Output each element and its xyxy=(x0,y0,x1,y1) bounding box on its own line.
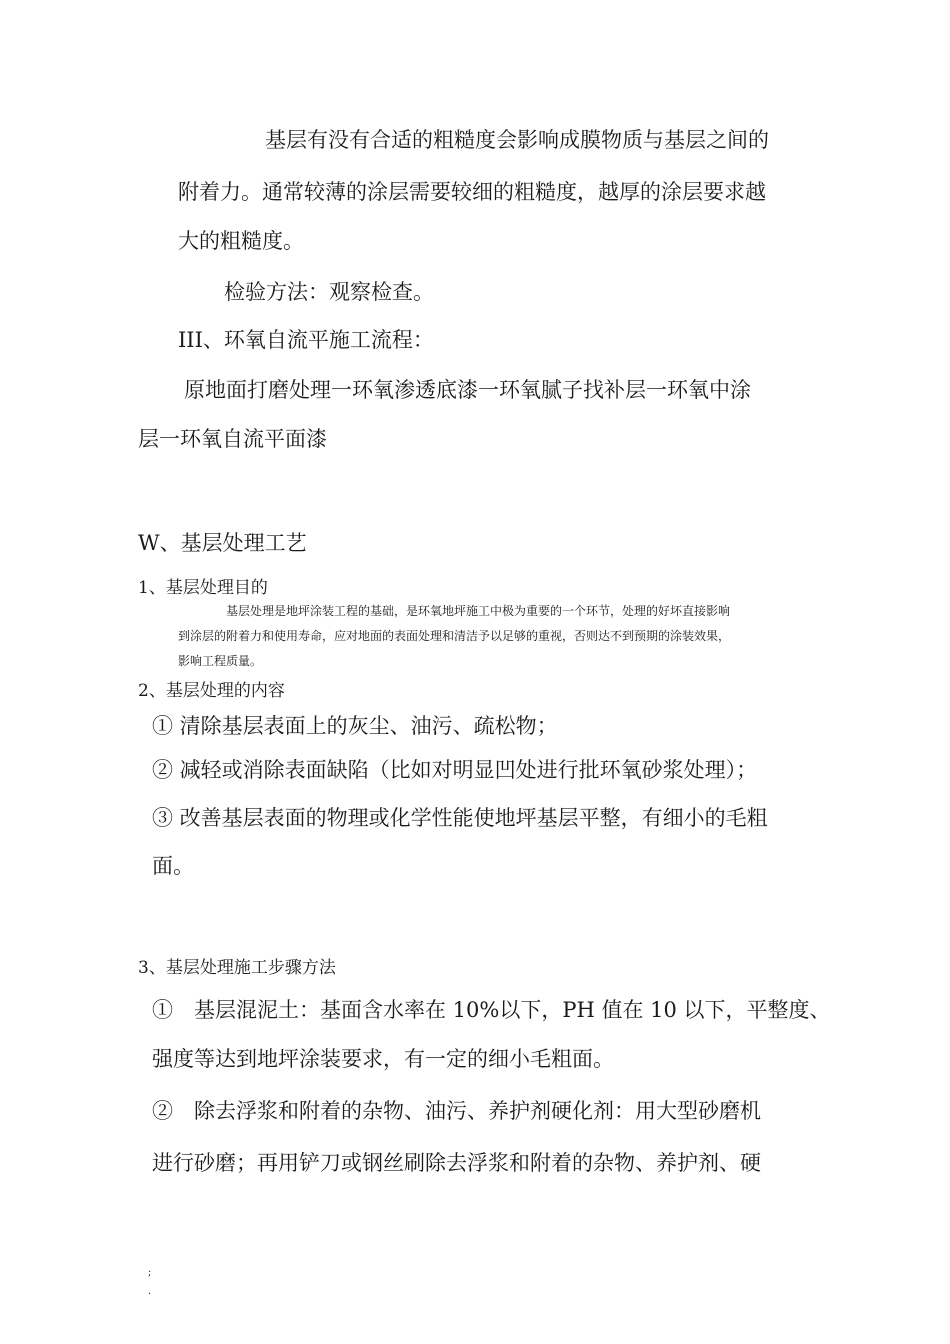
para1-line2: 附着力。通常较薄的涂层需要较细的粗糙度，越厚的涂层要求越 xyxy=(178,180,766,204)
process-line1: 原地面打磨处理一环氧渗透底漆一环氧腻子找补层一环氧中涂 xyxy=(184,378,751,402)
sub2-heading: 2、基层处理的内容 xyxy=(138,681,285,701)
sub2-item3-line1: ③ 改善基层表面的物理或化学性能使地坪基层平整，有细小的毛粗 xyxy=(152,806,768,830)
sub3-heading: 3、基层处理施工步骤方法 xyxy=(138,958,336,978)
sub3-step1-line2: 强度等达到地坪涂装要求，有一定的细小毛粗面。 xyxy=(152,1047,614,1071)
process-heading: III、环氧自流平施工流程： xyxy=(178,328,434,352)
footer-mark-1: ; xyxy=(148,1267,152,1278)
inspection-method: 检验方法：观察检查。 xyxy=(224,280,434,304)
sub1-line1: 基层处理是地坪涂装工程的基础，是环氧地坪施工中极为重要的一个环节，处理的好坏直接影响 xyxy=(226,604,731,618)
sub3-step2-line1: ② 除去浮浆和附着的杂物、油污、养护剂硬化剂：用大型砂磨机 xyxy=(152,1099,761,1123)
sub2-item2: ② 减轻或消除表面缺陷（比如对明显凹处进行批环氧砂浆处理）； xyxy=(152,758,758,782)
sub1-heading: 1、基层处理目的 xyxy=(138,578,268,598)
section-heading-w: W、基层处理工艺 xyxy=(138,531,307,555)
process-line2: 层一环氧自流平面漆 xyxy=(138,427,327,451)
para1-line3: 大的粗糙度。 xyxy=(178,229,304,253)
sub1-line3: 影响工程质量。 xyxy=(178,654,263,668)
sub2-item3-line2: 面。 xyxy=(152,854,194,878)
footer-mark-2: . xyxy=(148,1286,152,1297)
sub3-step2-line2: 进行砂磨；再用铲刀或钢丝刷除去浮浆和附着的杂物、养护剂、硬 xyxy=(152,1151,761,1175)
sub3-step1-line1: ① 基层混泥土：基面含水率在 10%以下，PH 值在 10 以下，平整度、 xyxy=(152,998,831,1022)
sub2-item1: ① 清除基层表面上的灰尘、油污、疏松物； xyxy=(152,714,558,738)
para1-line1: 基层有没有合适的粗糙度会影响成膜物质与基层之间的 xyxy=(265,128,769,152)
sub1-line2: 到涂层的附着力和使用寿命，应对地面的表面处理和清洁予以足够的重视，否则达不到预期的涂装效果， xyxy=(178,629,731,643)
